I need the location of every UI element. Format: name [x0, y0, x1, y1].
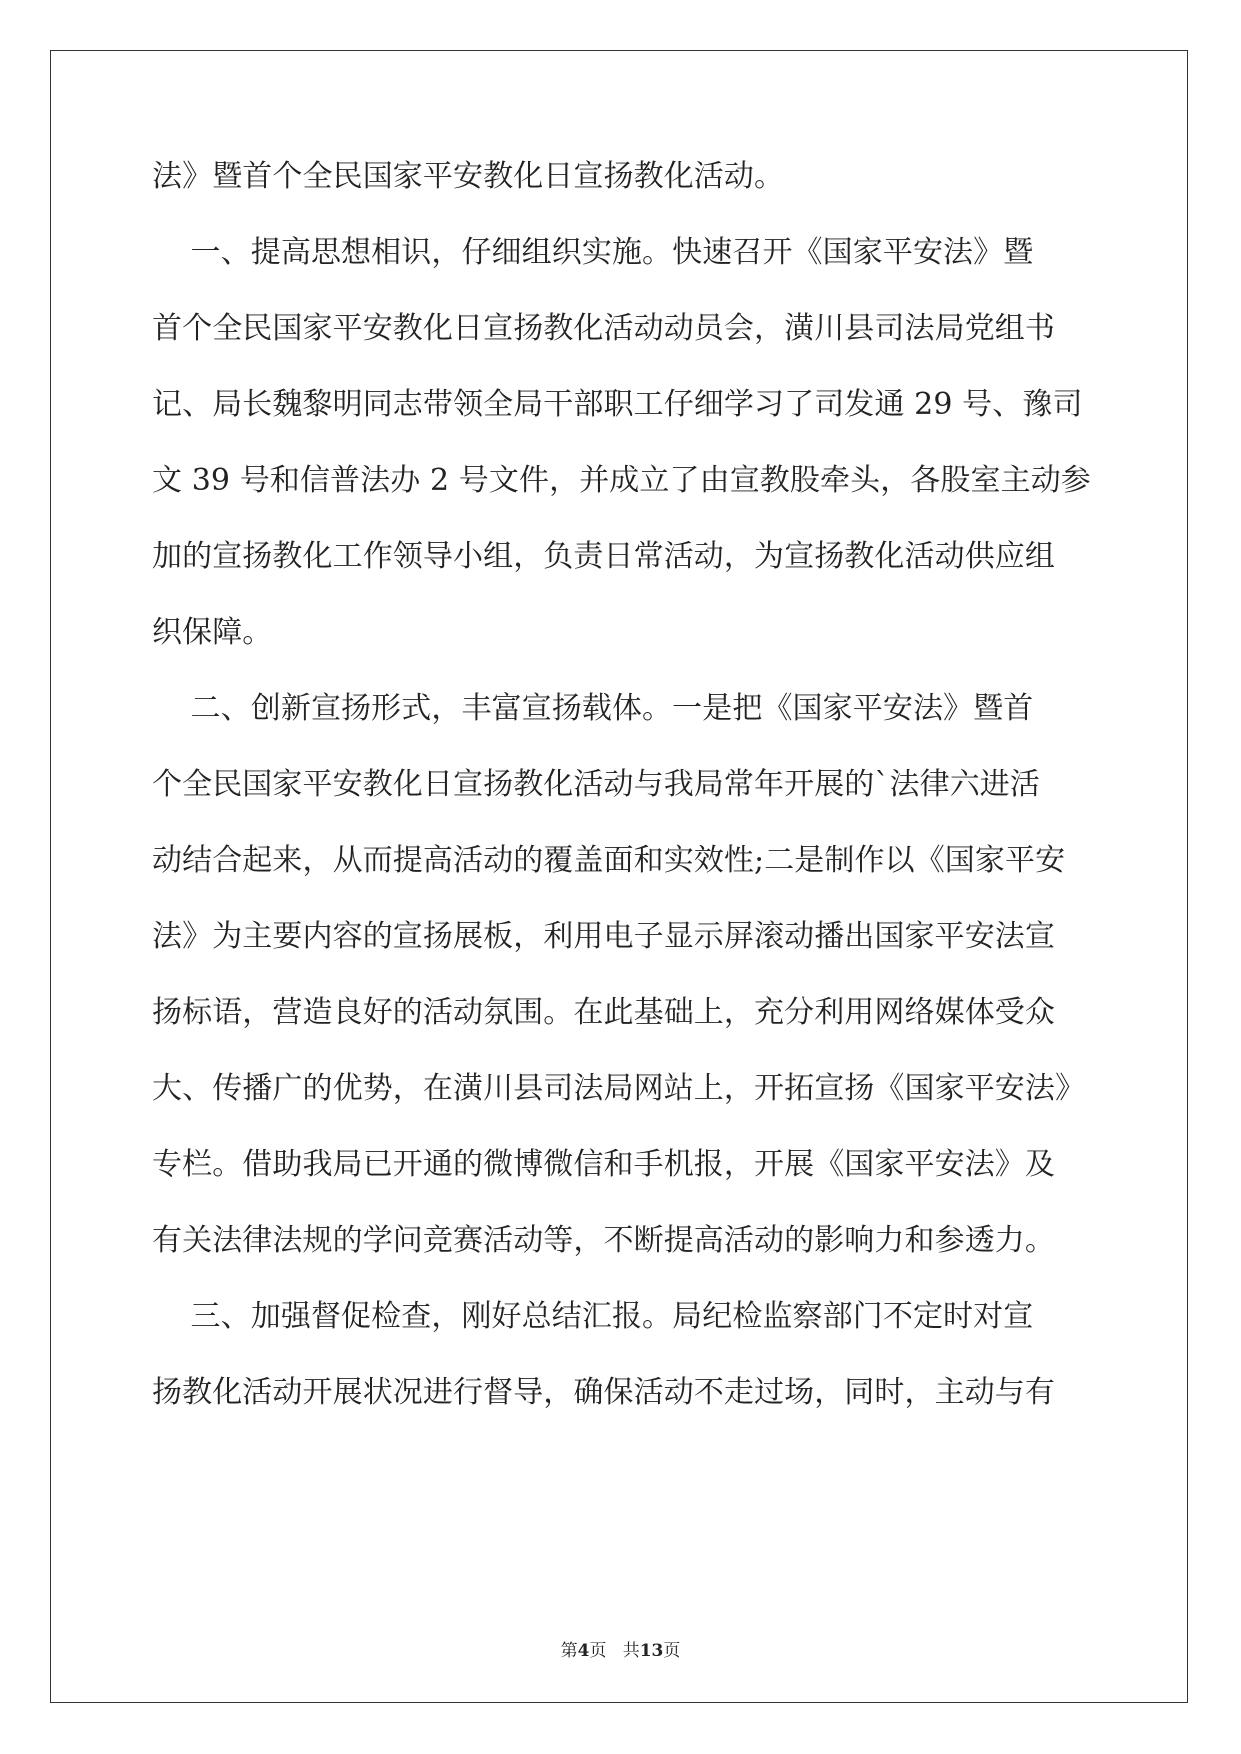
- text-line: 大、传播广的优势，在潢川县司法局网站上，开拓宣扬《国家平安法》: [152, 1071, 1086, 1106]
- page-number: 4: [577, 1641, 590, 1661]
- text-line: 法》为主要内容的宣扬展板，利用电子显示屏滚动播出国家平安法宣: [152, 919, 1055, 954]
- document-body: [152, 158, 1094, 1450]
- text-line: 记、局长魏黎明同志带领全局干部职工仔细学习了司发通 29 号、豫司: [152, 387, 1083, 422]
- total-prefix: 共: [622, 1641, 640, 1661]
- text-line: 一、提高思想相识，仔细组织实施。快速召开《国家平安法》暨: [152, 235, 1034, 270]
- text-line: 扬标语，营造良好的活动氛围。在此基础上，充分利用网络媒体受众: [152, 995, 1055, 1030]
- page-footer: [0, 1640, 1241, 1662]
- text-line: 法》暨首个全民国家平安教化日宣扬教化活动。: [152, 159, 785, 194]
- page-prefix: 第: [560, 1641, 578, 1661]
- text-line: 加的宣扬教化工作领导小组，负责日常活动，为宣扬教化活动供应组: [152, 539, 1055, 574]
- text-line: 织保障。: [152, 615, 273, 650]
- text-line: 有关法律法规的学问竞赛活动等，不断提高活动的影响力和参透力。: [152, 1223, 1055, 1258]
- text-line: 专栏。借助我局已开通的微博微信和手机报，开展《国家平安法》及: [152, 1147, 1055, 1182]
- total-number: 13: [639, 1641, 664, 1661]
- total-suffix: 页: [663, 1641, 681, 1661]
- text-line: 三、加强督促检查，刚好总结汇报。局纪检监察部门不定时对宣: [152, 1299, 1034, 1334]
- text-line: 首个全民国家平安教化日宣扬教化活动动员会，潢川县司法局党组书: [152, 311, 1055, 346]
- text-line: 扬教化活动开展状况进行督导，确保活动不走过场，同时，主动与有: [152, 1375, 1055, 1410]
- text-line: 二、创新宣扬形式，丰富宣扬载体。一是把《国家平安法》暨首: [152, 691, 1034, 726]
- text-line: 个全民国家平安教化日宣扬教化活动与我局常年开展的`法律六进活: [152, 767, 1040, 802]
- text-line: 动结合起来，从而提高活动的覆盖面和实效性;二是制作以《国家平安: [152, 843, 1066, 878]
- text-line: 文 39 号和信普法办 2 号文件，并成立了由宣教股牵头，各股室主动参: [152, 463, 1091, 498]
- page-suffix: 页: [589, 1641, 607, 1661]
